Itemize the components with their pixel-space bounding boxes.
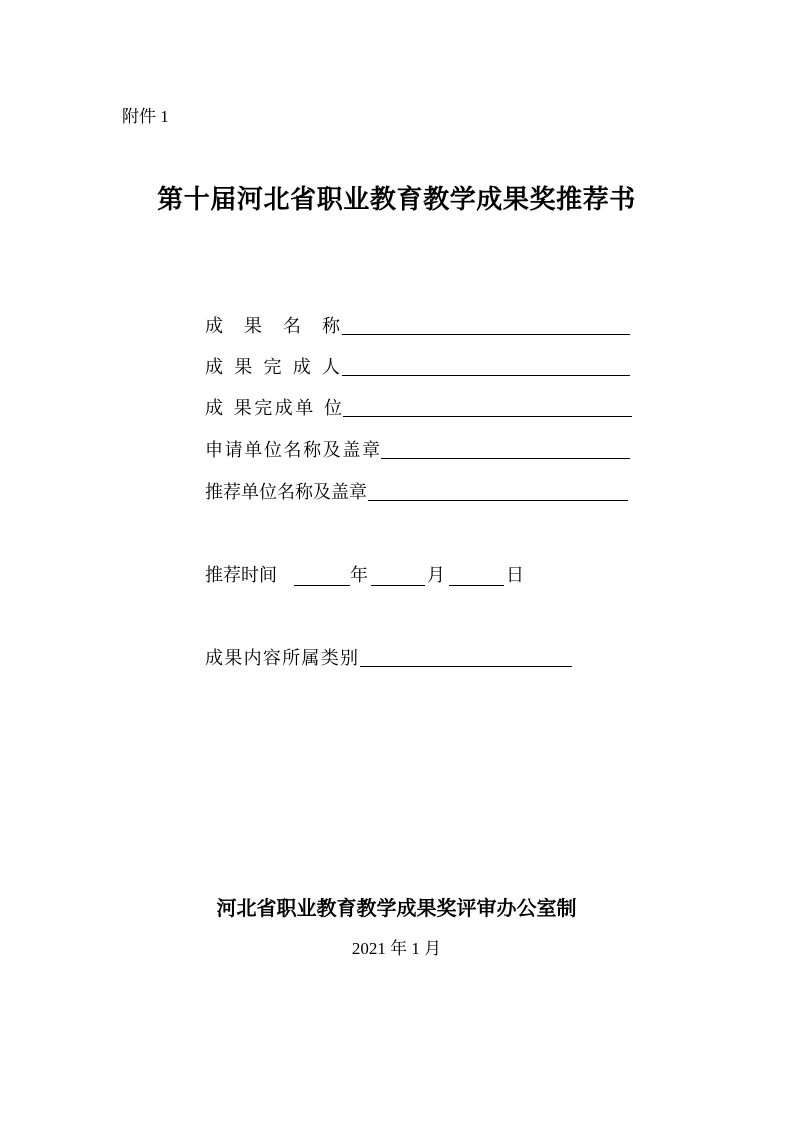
- field-label-completing-unit: 成 果完成单 位: [205, 398, 342, 419]
- recommend-date-label: 推荐时间: [205, 565, 277, 586]
- field-row-recommending-unit: [205, 482, 628, 504]
- field-label-category: 成果内容所属类别: [205, 648, 358, 669]
- field-label-completed-by: 成 果 完 成 人: [205, 357, 340, 378]
- fill-line-day: [449, 569, 504, 586]
- fill-line-completing-unit: [343, 400, 632, 417]
- day-unit: 日: [506, 565, 524, 586]
- field-row-category: [205, 648, 572, 670]
- field-label-achievement-name: 成 果 名 称: [205, 316, 340, 337]
- fill-line-applicant-unit: [381, 442, 630, 459]
- field-label-applicant-unit: 申请单位名称及盖章: [205, 440, 380, 461]
- document-title: 第十届河北省职业教育教学成果奖推荐书: [157, 185, 636, 215]
- field-row-completed-by: [205, 357, 630, 379]
- fill-line-recommending-unit: [368, 484, 628, 501]
- recommend-date-row: [205, 565, 545, 587]
- fill-line-category: [360, 650, 572, 667]
- issue-date: 2021 年 1 月: [351, 939, 442, 958]
- fill-line-completed-by: [342, 359, 630, 376]
- field-row-completing-unit: [205, 398, 632, 420]
- fill-line-month: [371, 569, 425, 586]
- attachment-label: 附件 1: [122, 107, 169, 126]
- issuer-text: 河北省职业教育教学成果奖评审办公室制: [216, 896, 577, 920]
- field-label-recommending-unit: 推荐单位名称及盖章: [205, 482, 367, 503]
- field-row-applicant-unit: [205, 440, 630, 462]
- fill-line-year: [294, 569, 350, 586]
- fill-line-achievement-name: [342, 318, 630, 335]
- field-row-achievement-name: [205, 316, 630, 338]
- month-unit: 月: [427, 565, 445, 586]
- year-unit: 年: [350, 565, 368, 586]
